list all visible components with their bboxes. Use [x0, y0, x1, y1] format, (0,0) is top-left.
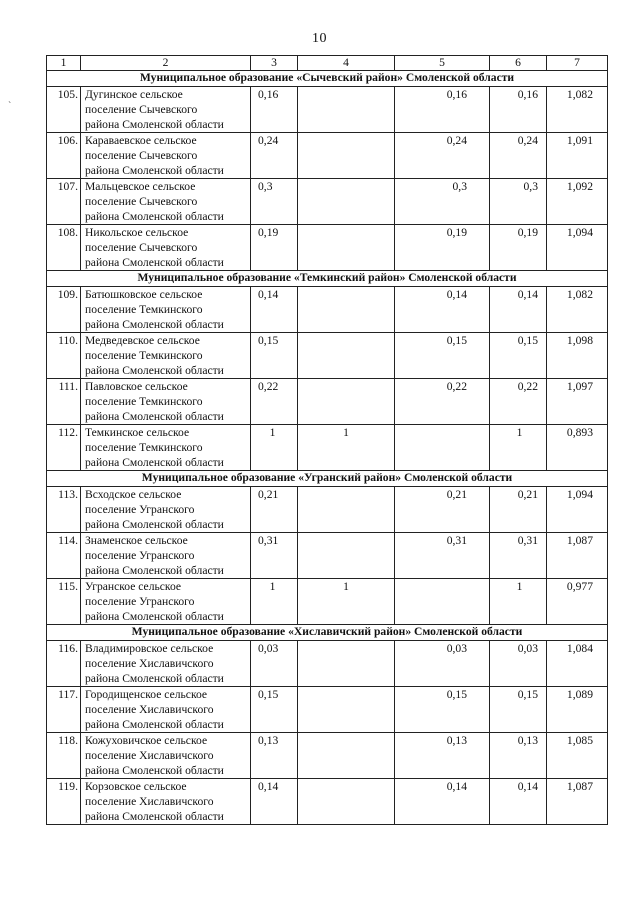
col3-value: 1 — [251, 579, 298, 625]
col4-value: 1 — [298, 425, 395, 471]
col4-value — [298, 379, 395, 425]
table-row — [47, 533, 608, 579]
row-number: 119. — [47, 779, 81, 825]
col5-value: 0,22 — [395, 379, 490, 425]
section-row — [47, 271, 608, 287]
col4-value — [298, 87, 395, 133]
settlement-name — [81, 179, 251, 225]
settlement-name-line: района Смоленской области — [85, 718, 224, 731]
col7-value: 1,094 — [547, 487, 608, 533]
table-row — [47, 579, 608, 625]
settlement-name-line: поселение Хиславичского — [85, 657, 214, 670]
settlement-name-line: поселение Темкинского — [85, 303, 203, 316]
col7-value: 1,097 — [547, 379, 608, 425]
table-row — [47, 225, 608, 271]
col5-value: 0,16 — [395, 87, 490, 133]
table-row — [47, 733, 608, 779]
col3-value: 0,14 — [251, 287, 298, 333]
col4-value — [298, 533, 395, 579]
row-number: 106. — [47, 133, 81, 179]
col4-value — [298, 287, 395, 333]
settlement-name-line: Никольское сельское — [85, 226, 189, 239]
settlement-name-line: района Смоленской области — [85, 456, 224, 469]
settlement-name-line: района Смоленской области — [85, 518, 224, 531]
settlement-name-line: района Смоленской области — [85, 318, 224, 331]
table-row — [47, 487, 608, 533]
header-cell: 2 — [81, 56, 251, 71]
table-row — [47, 425, 608, 471]
settlement-name — [81, 379, 251, 425]
table-row — [47, 333, 608, 379]
header-cell: 4 — [298, 56, 395, 71]
row-number: 115. — [47, 579, 81, 625]
settlement-name-line: района Смоленской области — [85, 210, 224, 223]
table-row — [47, 779, 608, 825]
section-title: Муниципальное образование «Хиславичский район» Смоленской области — [47, 625, 608, 641]
section-row — [47, 625, 608, 641]
settlement-name-line: Павловское сельское — [85, 380, 188, 393]
settlement-name-line: поселение Хиславичского — [85, 703, 214, 716]
row-number: 118. — [47, 733, 81, 779]
settlement-name — [81, 133, 251, 179]
col4-value — [298, 487, 395, 533]
col3-value: 0,21 — [251, 487, 298, 533]
col6-value: 0,15 — [490, 333, 547, 379]
settlement-name — [81, 287, 251, 333]
header-cell: 5 — [395, 56, 490, 71]
col7-value: 1,092 — [547, 179, 608, 225]
col3-value: 0,14 — [251, 779, 298, 825]
data-table — [46, 55, 608, 825]
settlement-name-line: района Смоленской области — [85, 118, 224, 131]
col7-value: 0,893 — [547, 425, 608, 471]
settlement-name-line: района Смоленской области — [85, 564, 224, 577]
col3-value: 0,16 — [251, 87, 298, 133]
header-row — [47, 56, 608, 71]
col3-value: 0,15 — [251, 687, 298, 733]
settlement-name-line: поселение Хиславичского — [85, 795, 214, 808]
settlement-name-line: поселение Сычевского — [85, 149, 198, 162]
settlement-name-line: района Смоленской области — [85, 164, 224, 177]
col4-value — [298, 641, 395, 687]
table-row — [47, 87, 608, 133]
settlement-name — [81, 225, 251, 271]
col7-value: 1,082 — [547, 87, 608, 133]
section-title: Муниципальное образование «Сычевский район» Смоленской области — [47, 71, 608, 87]
settlement-name-line: поселение Сычевского — [85, 241, 198, 254]
col6-value: 0,13 — [490, 733, 547, 779]
settlement-name-line: района Смоленской области — [85, 256, 224, 269]
col6-value: 0,31 — [490, 533, 547, 579]
settlement-name-line: Владимировское сельское — [85, 642, 214, 655]
col3-value: 0,3 — [251, 179, 298, 225]
col3-value: 0,19 — [251, 225, 298, 271]
col3-value: 0,13 — [251, 733, 298, 779]
col5-value: 0,31 — [395, 533, 490, 579]
col6-value: 0,15 — [490, 687, 547, 733]
row-number: 109. — [47, 287, 81, 333]
header-cell: 3 — [251, 56, 298, 71]
col6-value: 0,14 — [490, 779, 547, 825]
col7-value: 1,087 — [547, 533, 608, 579]
col5-value: 0,19 — [395, 225, 490, 271]
settlement-name — [81, 579, 251, 625]
settlement-name-line: поселение Хиславичского — [85, 749, 214, 762]
col6-value: 1 — [490, 579, 547, 625]
col4-value — [298, 333, 395, 379]
col6-value: 0,21 — [490, 487, 547, 533]
settlement-name-line: Знаменское сельское — [85, 534, 188, 547]
margin-mark: ` — [8, 101, 12, 112]
table-row — [47, 179, 608, 225]
col6-value: 0,3 — [490, 179, 547, 225]
col4-value — [298, 225, 395, 271]
col7-value: 1,087 — [547, 779, 608, 825]
settlement-name — [81, 641, 251, 687]
settlement-name — [81, 87, 251, 133]
settlement-name — [81, 425, 251, 471]
header-cell: 1 — [47, 56, 81, 71]
settlement-name-line: района Смоленской области — [85, 364, 224, 377]
settlement-name-line: Караваевское сельское — [85, 134, 197, 147]
settlement-name-line: Кожуховичское сельское — [85, 734, 208, 747]
col4-value — [298, 179, 395, 225]
section-title: Муниципальное образование «Темкинский район» Смоленской области — [47, 271, 608, 287]
settlement-name-line: поселение Темкинского — [85, 441, 203, 454]
col3-value: 1 — [251, 425, 298, 471]
settlement-name-line: Угранское сельское — [85, 580, 182, 593]
row-number: 105. — [47, 87, 81, 133]
col6-value: 0,19 — [490, 225, 547, 271]
col5-value: 0,24 — [395, 133, 490, 179]
settlement-name-line: Городищенское сельское — [85, 688, 208, 701]
settlement-name — [81, 533, 251, 579]
table-row — [47, 287, 608, 333]
col4-value — [298, 687, 395, 733]
row-number: 117. — [47, 687, 81, 733]
col5-value — [395, 579, 490, 625]
col4-value — [298, 779, 395, 825]
settlement-name-line: поселение Сычевского — [85, 195, 198, 208]
col6-value: 0,16 — [490, 87, 547, 133]
col5-value: 0,3 — [395, 179, 490, 225]
col6-value: 1 — [490, 425, 547, 471]
settlement-name — [81, 487, 251, 533]
settlement-name — [81, 733, 251, 779]
col4-value — [298, 133, 395, 179]
col5-value: 0,14 — [395, 287, 490, 333]
row-number: 114. — [47, 533, 81, 579]
col3-value: 0,31 — [251, 533, 298, 579]
col5-value: 0,14 — [395, 779, 490, 825]
table-row — [47, 379, 608, 425]
col5-value: 0,15 — [395, 687, 490, 733]
settlement-name-line: района Смоленской области — [85, 672, 224, 685]
row-number: 112. — [47, 425, 81, 471]
col5-value: 0,03 — [395, 641, 490, 687]
settlement-name — [81, 687, 251, 733]
col5-value: 0,21 — [395, 487, 490, 533]
table-row — [47, 641, 608, 687]
table-row — [47, 133, 608, 179]
row-number: 116. — [47, 641, 81, 687]
settlement-name-line: района Смоленской области — [85, 610, 224, 623]
col3-value: 0,15 — [251, 333, 298, 379]
col7-value: 1,082 — [547, 287, 608, 333]
col5-value: 0,15 — [395, 333, 490, 379]
col6-value: 0,03 — [490, 641, 547, 687]
row-number: 113. — [47, 487, 81, 533]
settlement-name-line: района Смоленской области — [85, 764, 224, 777]
col7-value: 1,091 — [547, 133, 608, 179]
row-number: 108. — [47, 225, 81, 271]
section-title: Муниципальное образование «Угранский район» Смоленской области — [47, 471, 608, 487]
settlement-name-line: Темкинское сельское — [85, 426, 190, 439]
col7-value: 1,089 — [547, 687, 608, 733]
col7-value: 1,084 — [547, 641, 608, 687]
settlement-name-line: района Смоленской области — [85, 410, 224, 423]
table-body — [47, 56, 608, 825]
settlement-name-line: поселение Угранского — [85, 549, 195, 562]
col7-value: 0,977 — [547, 579, 608, 625]
settlement-name-line: Дугинское сельское — [85, 88, 183, 101]
settlement-name-line: поселение Сычевского — [85, 103, 198, 116]
page-number: 10 — [312, 31, 327, 46]
col4-value — [298, 733, 395, 779]
col3-value: 0,24 — [251, 133, 298, 179]
settlement-name — [81, 333, 251, 379]
col7-value: 1,098 — [547, 333, 608, 379]
settlement-name-line: района Смоленской области — [85, 810, 224, 823]
col5-value — [395, 425, 490, 471]
col6-value: 0,14 — [490, 287, 547, 333]
col4-value: 1 — [298, 579, 395, 625]
col6-value: 0,24 — [490, 133, 547, 179]
col6-value: 0,22 — [490, 379, 547, 425]
settlement-name-line: Мальцевское сельское — [85, 180, 196, 193]
header-cell: 6 — [490, 56, 547, 71]
settlement-name-line: Всходское сельское — [85, 488, 182, 501]
col5-value: 0,13 — [395, 733, 490, 779]
section-row — [47, 71, 608, 87]
settlement-name-line: поселение Угранского — [85, 595, 195, 608]
row-number: 111. — [47, 379, 81, 425]
settlement-name-line: Медведевское сельское — [85, 334, 200, 347]
col7-value: 1,085 — [547, 733, 608, 779]
header-cell: 7 — [547, 56, 608, 71]
col7-value: 1,094 — [547, 225, 608, 271]
section-row — [47, 471, 608, 487]
settlement-name-line: поселение Угранского — [85, 503, 195, 516]
row-number: 107. — [47, 179, 81, 225]
table-row — [47, 687, 608, 733]
settlement-name-line: поселение Темкинского — [85, 349, 203, 362]
settlement-name — [81, 779, 251, 825]
row-number: 110. — [47, 333, 81, 379]
col3-value: 0,03 — [251, 641, 298, 687]
settlement-name-line: поселение Темкинского — [85, 395, 203, 408]
settlement-name-line: Корзовское сельское — [85, 780, 187, 793]
settlement-name-line: Батюшковское сельское — [85, 288, 203, 301]
col3-value: 0,22 — [251, 379, 298, 425]
